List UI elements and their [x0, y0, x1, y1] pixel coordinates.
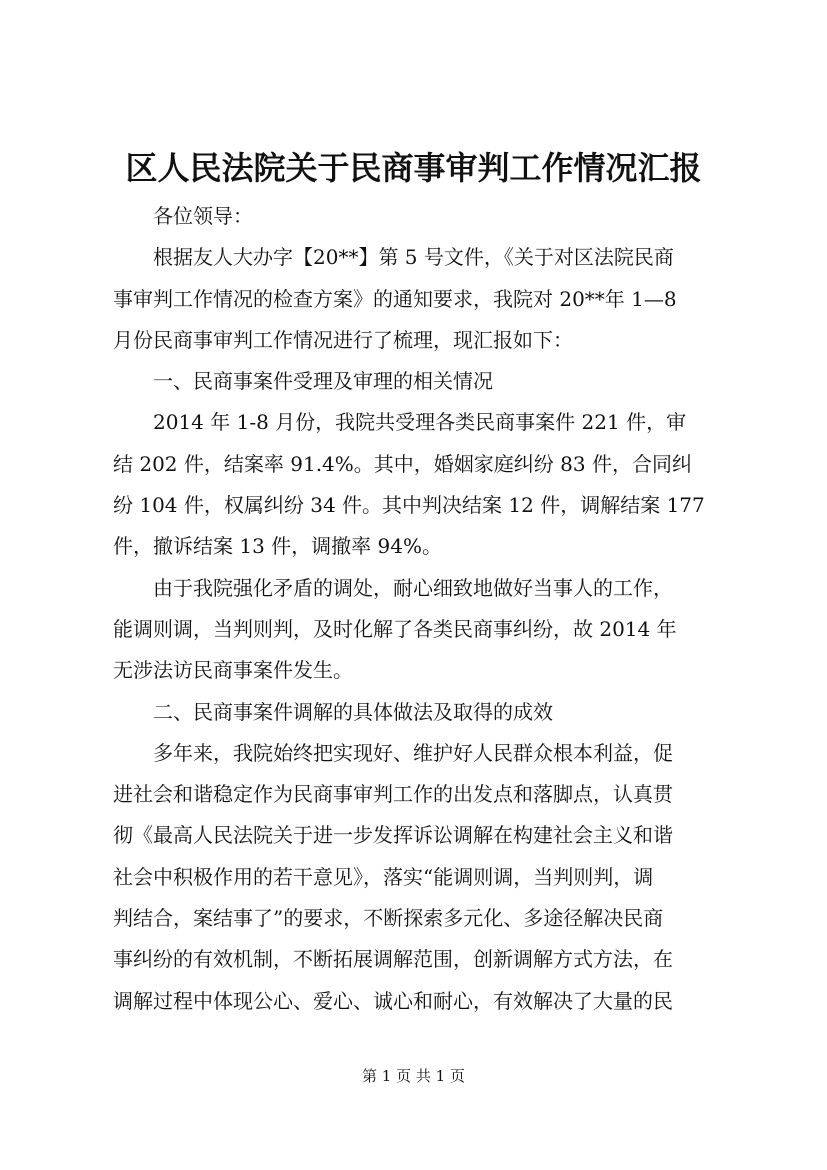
paragraph-line: 社会中积极作用的若干意见》，落实“能调则调，当判则判，调	[113, 864, 654, 889]
salutation: 各位领导：	[153, 204, 253, 228]
paragraph-line: 彻《最高人民法院关于进一步发挥诉讼调解在构建社会主义和谐	[113, 823, 673, 848]
paragraph-line: 根据友人大办字【20**】第 5 号文件，《关于对区法院民商	[153, 245, 674, 270]
paragraph-line: 多年来，我院始终把实现好、维护好人民群众根本利益，促	[153, 740, 673, 765]
section-heading: 二、民商事案件调解的具体做法及取得的成效	[153, 699, 553, 724]
paragraph-line: 由于我院强化矛盾的调处，耐心细致地做好当事人的工作，	[153, 575, 673, 600]
paragraph-line: 2014 年 1-8 月份，我院共受理各类民商事案件 221 件，审	[153, 410, 687, 435]
paragraph-line: 无涉法访民商事案件发生。	[113, 658, 353, 683]
paragraph-line: 能调则调，当判则判，及时化解了各类民商事纠纷，故 2014 年	[113, 616, 677, 641]
paragraph-line: 件，撤诉结案 13 件，调撤率 94%。	[113, 534, 442, 559]
paragraph-line: 进社会和谐稳定作为民商事审判工作的出发点和落脚点，认真贯	[113, 782, 673, 807]
paragraph-line: 月份民商事审判工作情况进行了梳理，现汇报如下：	[113, 327, 573, 352]
document-title: 区人民法院关于民商事审判工作情况汇报	[125, 149, 702, 187]
document-body	[113, 196, 718, 1022]
page-footer: 第 1 页 共 1 页	[362, 1067, 465, 1085]
paragraph-line: 纷 104 件，权属纠纷 34 件。其中判决结案 12 件，调解结案 177	[113, 493, 705, 518]
paragraph-line: 调解过程中体现公心、爱心、诚心和耐心，有效解决了大量的民	[113, 988, 673, 1013]
paragraph-line: 事纠纷的有效机制，不断拓展调解范围，创新调解方式方法，在	[113, 947, 673, 972]
paragraph-line: 事审判工作情况的检查方案》的通知要求，我院对 20**年 1—8	[113, 286, 677, 311]
section-heading: 一、民商事案件受理及审理的相关情况	[153, 369, 493, 394]
paragraph-line: 结 202 件，结案率 91.4%。其中，婚姻家庭纠纷 83 件，合同纠	[113, 451, 692, 476]
paragraph-line: 判结合，案结事了”的要求，不断探索多元化、多途径解决民商	[113, 906, 664, 931]
